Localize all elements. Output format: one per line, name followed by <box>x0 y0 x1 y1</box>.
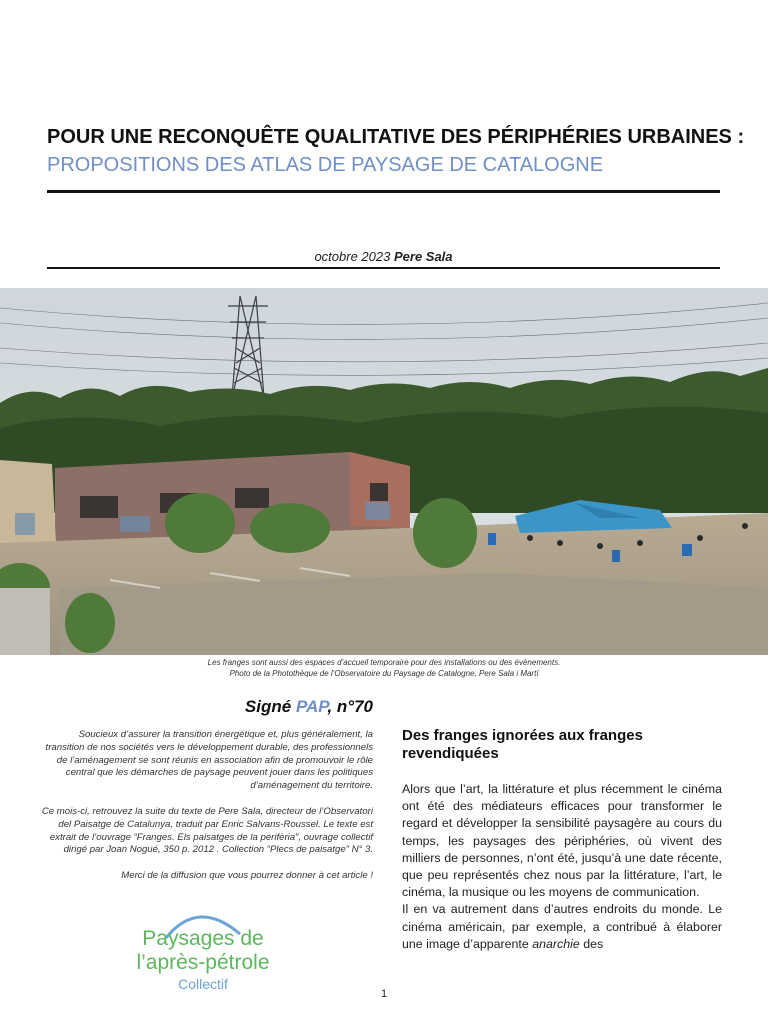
title-line-2: PROPOSITIONS DES ATLAS DE PAYSAGE DE CATALOGNE <box>47 154 604 176</box>
article-paragraph-1: Alors que l’art, la littérature et plus récemment le cinéma ont été des médiateurs efficaces pour transformer le regard et développer la sensibilité paysagère au cours du temps, les paysages des périphéries, où vivent des milliers de personnes, n’ont été, jusqu’à une date récente, que peu représentés chez nous par la littérature, l’art, le cinéma, la musique ou les moyens de communication. <box>402 782 722 900</box>
sidebar-paragraph-3: Merci de la diffusion que vous pourrez donner à cet article ! <box>121 870 373 882</box>
paragraph-2-start: Il en va autrement dans d’autres endroits du monde. Le cinéma américain, par exemple, a contribué à élaborer une image d’apparente <box>402 902 722 951</box>
paragraph-2-end: des <box>583 936 604 951</box>
logo-text-1: Paysages de <box>142 927 264 950</box>
byline <box>47 249 720 264</box>
logo-text-3: Collectif <box>178 976 228 992</box>
signe-pap-heading <box>150 697 373 717</box>
paragraph-2-italic: anarchie <box>532 936 580 951</box>
page-number: 1 <box>380 988 388 1000</box>
caption-line-1: Les franges sont aussi des espaces d’accueil temporaire pour des installations ou des évènements. <box>207 658 561 667</box>
caption-line-2: Photo de la Photothèque de l’Observatoire du Paysage de Catalogne, Pere Sala i Martí <box>229 669 539 678</box>
byline-rule <box>47 267 720 269</box>
photo-caption <box>0 657 768 679</box>
landscape-photo <box>0 288 768 655</box>
article-heading: Des franges ignorées aux franges revendiquées <box>402 727 643 762</box>
title-line-1: POUR UNE RECONQUÊTE QUALITATIVE DES PÉRIPHÉRIES URBAINES : <box>47 126 745 148</box>
sidebar-text <box>40 729 373 896</box>
signe-pap: PAP <box>295 697 328 716</box>
signe-label: Signé <box>244 697 292 716</box>
article-paragraph-2 <box>402 901 722 953</box>
sidebar-paragraph-1: Soucieux d’assurer la transition énergétique et, plus généralement, la transition de nos sociétés vers le développement durable, des professionnels de l’aménagement se sont réunis en association afin de promouvoir le rôle central que les démarches de paysage peuvent jouer dans les politiques d’aménagement du territoire. <box>45 729 373 792</box>
sidebar-paragraph-2: Ce mois-ci, retrouvez la suite du texte de Pere Sala, directeur de l’Observatori del Paisatge de Catalunya, traduit par Enric Salvans-Roussel. Le texte est extrait de l’ouvrage “Franges. Els paisatges de la perifèria”, ouvrage collectif dirigé par Joan Nogué, 350 p. 2012 . Collection “Plecs de paisatge” N° 3. <box>41 805 373 856</box>
byline-author: Pere Sala <box>393 249 453 264</box>
collectif-logo <box>128 906 278 996</box>
article-body <box>402 781 722 953</box>
title-rule <box>47 190 720 193</box>
byline-date: octobre 2023 <box>314 249 391 264</box>
signe-number: , n°70 <box>327 697 373 716</box>
logo-text-2: l’après-pétrole <box>136 951 270 974</box>
